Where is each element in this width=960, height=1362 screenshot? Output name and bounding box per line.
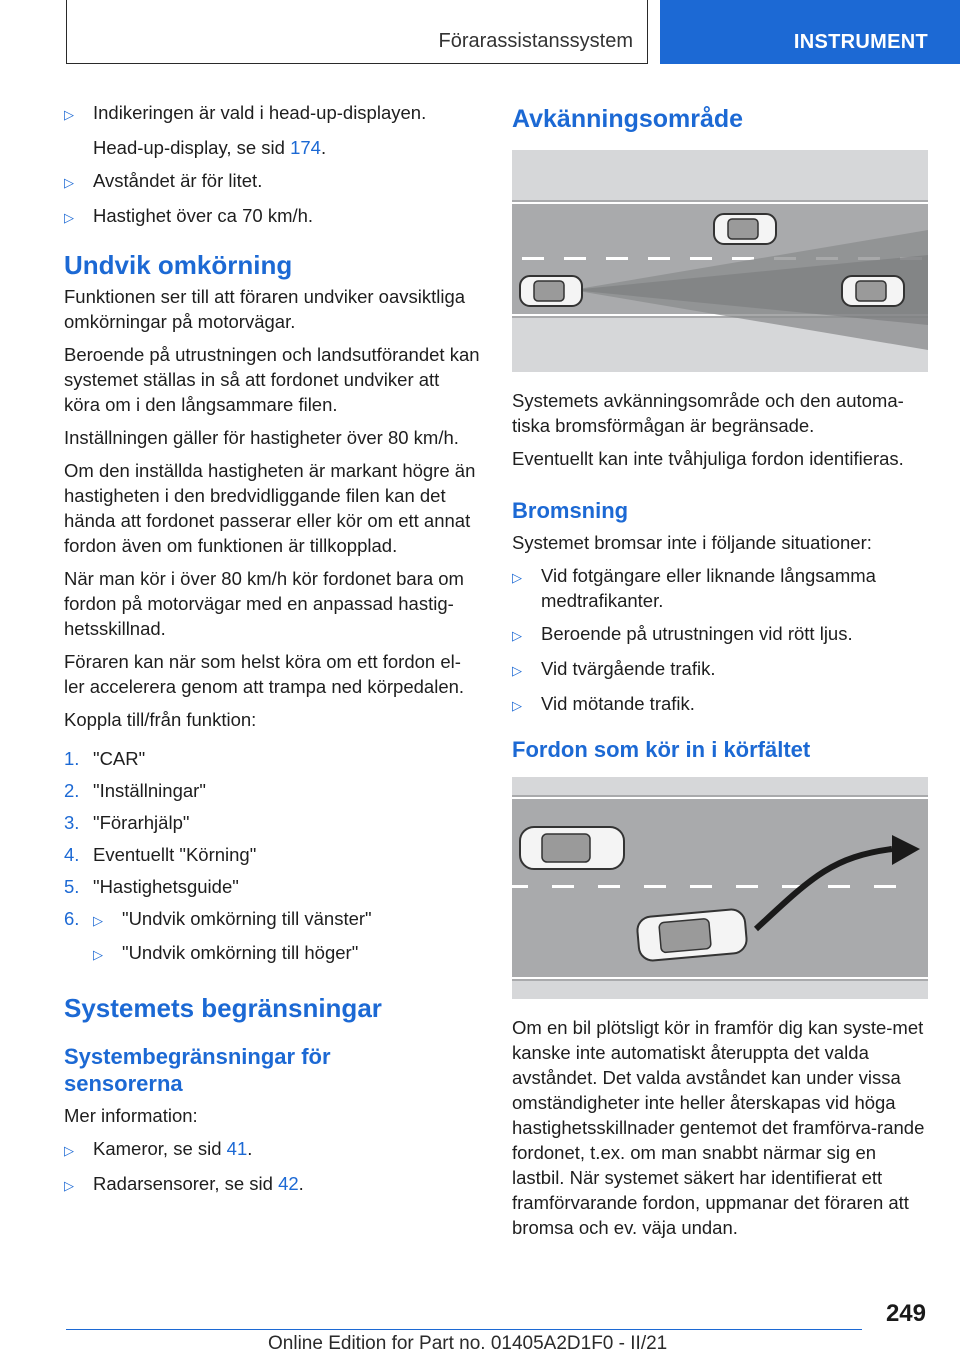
bullet-item — [64, 203, 480, 230]
step-item — [64, 906, 480, 933]
paragraph: Om en bil plötsligt kör in framför dig kan syste-met kanske inte automatiskt återuppta det valda avståndet. Det valda avståndet kan under vissa omständigheter inte heller återskapas vid höga hastighetsskillnader gentemot det framförva-rande fordonet, t.ex. om man snabbt närmar sig en lastbil. När systemet säkert har identifierat ett framförvarande fordon, uppmanar det föraren att bromsa och ev. väja undan. — [512, 1017, 925, 1238]
step-text-with-bullet — [93, 940, 480, 967]
step-item — [64, 874, 480, 899]
page-number: 249 — [885, 1300, 926, 1327]
paragraph: Koppla till/från funktion: — [64, 709, 257, 730]
car-top — [714, 214, 776, 244]
triangle-bullet-icon: ▷ — [64, 1143, 74, 1158]
bullet-item — [64, 100, 480, 127]
paragraph: Funktionen ser till att föraren undviker oavsiktliga omkörningar på motorvägar. — [64, 286, 466, 332]
bullet-text: Vid fotgängare eller liknande långsamma medtrafikanter. — [541, 565, 876, 611]
header-section-title: Förarassistanssystem — [438, 30, 633, 52]
camera-ref-dot: . — [247, 1138, 253, 1159]
header-section — [66, 0, 648, 64]
sensors-heading: Systembegränsningar för sensorerna — [64, 1044, 331, 1096]
cut-in-illustration — [512, 777, 928, 999]
hud-ref-prefix: Head-up-display, se sid — [93, 137, 291, 158]
car-cutting-in — [636, 908, 747, 961]
step-item — [64, 746, 480, 771]
bullet-item — [512, 656, 932, 683]
triangle-bullet-icon: ▷ — [512, 628, 522, 643]
detection-range-illustration — [512, 150, 928, 372]
cut-in-svg — [512, 777, 928, 999]
bullet-item — [64, 1136, 480, 1163]
cutin-heading: Fordon som kör in i körfältet — [512, 737, 811, 762]
bullet-item — [64, 168, 480, 195]
step-number: 6. — [64, 908, 80, 929]
triangle-bullet-icon: ▷ — [64, 107, 74, 122]
bullet-item — [512, 691, 932, 718]
triangle-bullet-icon: ▷ — [64, 210, 74, 225]
hud-reference — [93, 135, 480, 160]
car-left — [520, 276, 582, 306]
paragraph: Systemets avkänningsområde och den automa-tiska bromsförmågan är begränsade. — [512, 390, 904, 436]
paragraph: När man kör i över 80 km/h kör fordonet bara om fordon på motorvägar med en anpassad hastig-hetsskillnad. — [64, 568, 464, 639]
step-number: 2. — [64, 780, 80, 801]
paragraph: Föraren kan när som helst köra om ett fordon el-ler accelerera genom att trampa ned körpedalen. — [64, 651, 465, 697]
step-item — [64, 810, 480, 835]
step-sub-item — [64, 940, 480, 967]
triangle-bullet-icon: ▷ — [512, 570, 522, 585]
step-number: 4. — [64, 844, 80, 865]
step-text-with-bullet — [93, 906, 480, 933]
edition-text: Online Edition for Part no. 01405A2D1F0 - II/21 — [268, 1333, 668, 1354]
hud-ref-suffix: . — [320, 137, 327, 158]
bullet-text: Indikeringen är vald i head-up-displayen. — [93, 102, 427, 123]
left-column — [64, 100, 480, 1206]
bullet-item — [512, 621, 932, 648]
step-number: 5. — [64, 876, 80, 897]
triangle-bullet-icon: ▷ — [64, 175, 74, 190]
paragraph: Beroende på utrustningen och landsutförandet kan systemet ställas in så att fordonet undviker att köra om i den långsammare filen. — [64, 344, 480, 415]
camera-ref-prefix: Kameror, se sid — [93, 1138, 227, 1159]
radar-reference — [93, 1171, 480, 1198]
paragraph: Om den inställda hastigheten är markant högre än hastigheten i den bredvidliggande filen kan det hända att fordonet passerar eller kör om ett annat fordon även om funktionen är tillkopplad. — [64, 460, 476, 556]
paragraph: Eventuellt kan inte tvåhjuliga fordon identifieras. — [512, 448, 904, 469]
step-text: "Inställningar" — [93, 780, 206, 801]
step-number: 3. — [64, 812, 80, 833]
step-text: "Undvik omkörning till höger" — [122, 942, 359, 963]
camera-reference — [93, 1136, 480, 1163]
car-ahead — [520, 827, 624, 869]
bullet-text: Vid mötande trafik. — [541, 693, 695, 714]
camera-page-link[interactable]: 41 — [226, 1138, 248, 1159]
hud-page-link[interactable]: 174 — [290, 137, 321, 158]
step-number-spacer — [64, 940, 93, 967]
bullet-text: Beroende på utrustningen vid rött ljus. — [541, 623, 853, 644]
paragraph: Systemet bromsar inte i följande situationer: — [512, 532, 872, 553]
limits-heading: Systemets begränsningar — [64, 993, 382, 1023]
paragraph: Mer information: — [64, 1105, 198, 1126]
right-column — [512, 100, 932, 1248]
bullet-text: Vid tvärgående trafik. — [541, 658, 716, 679]
step-text: Eventuellt "Körning" — [93, 844, 257, 865]
triangle-bullet-icon: ▷ — [64, 1178, 74, 1193]
header-chapter-title: INSTRUMENT — [793, 31, 928, 53]
step-text: "CAR" — [93, 748, 146, 769]
radar-ref-dot: . — [298, 1173, 304, 1194]
bullet-text: Hastighet över ca 70 km/h. — [93, 205, 314, 226]
step-text: "Hastighetsguide" — [93, 876, 239, 897]
triangle-bullet-icon: ▷ — [93, 913, 103, 928]
header-chapter — [660, 0, 960, 64]
detection-range-svg — [512, 150, 928, 372]
step-text: "Förarhjälp" — [93, 812, 190, 833]
undvik-heading: Undvik omkörning — [64, 250, 293, 280]
triangle-bullet-icon: ▷ — [512, 698, 522, 713]
triangle-bullet-icon: ▷ — [512, 663, 522, 678]
bullet-text: Avståndet är för litet. — [93, 170, 263, 191]
paragraph: Inställningen gäller för hastigheter över 80 km/h. — [64, 427, 459, 448]
brake-heading: Bromsning — [512, 498, 629, 523]
step-item — [64, 778, 480, 803]
triangle-bullet-icon: ▷ — [93, 947, 103, 962]
detect-heading: Avkänningsområde — [512, 105, 744, 133]
footer-divider — [66, 1329, 862, 1330]
bullet-item — [64, 1171, 480, 1198]
step-text: "Undvik omkörning till vänster" — [122, 908, 372, 929]
bullet-item — [512, 563, 932, 613]
car-right — [842, 276, 904, 306]
step-number: 1. — [64, 748, 80, 769]
step-item — [64, 842, 480, 867]
radar-ref-prefix: Radarsensorer, se sid — [93, 1173, 279, 1194]
radar-page-link[interactable]: 42 — [278, 1173, 299, 1194]
